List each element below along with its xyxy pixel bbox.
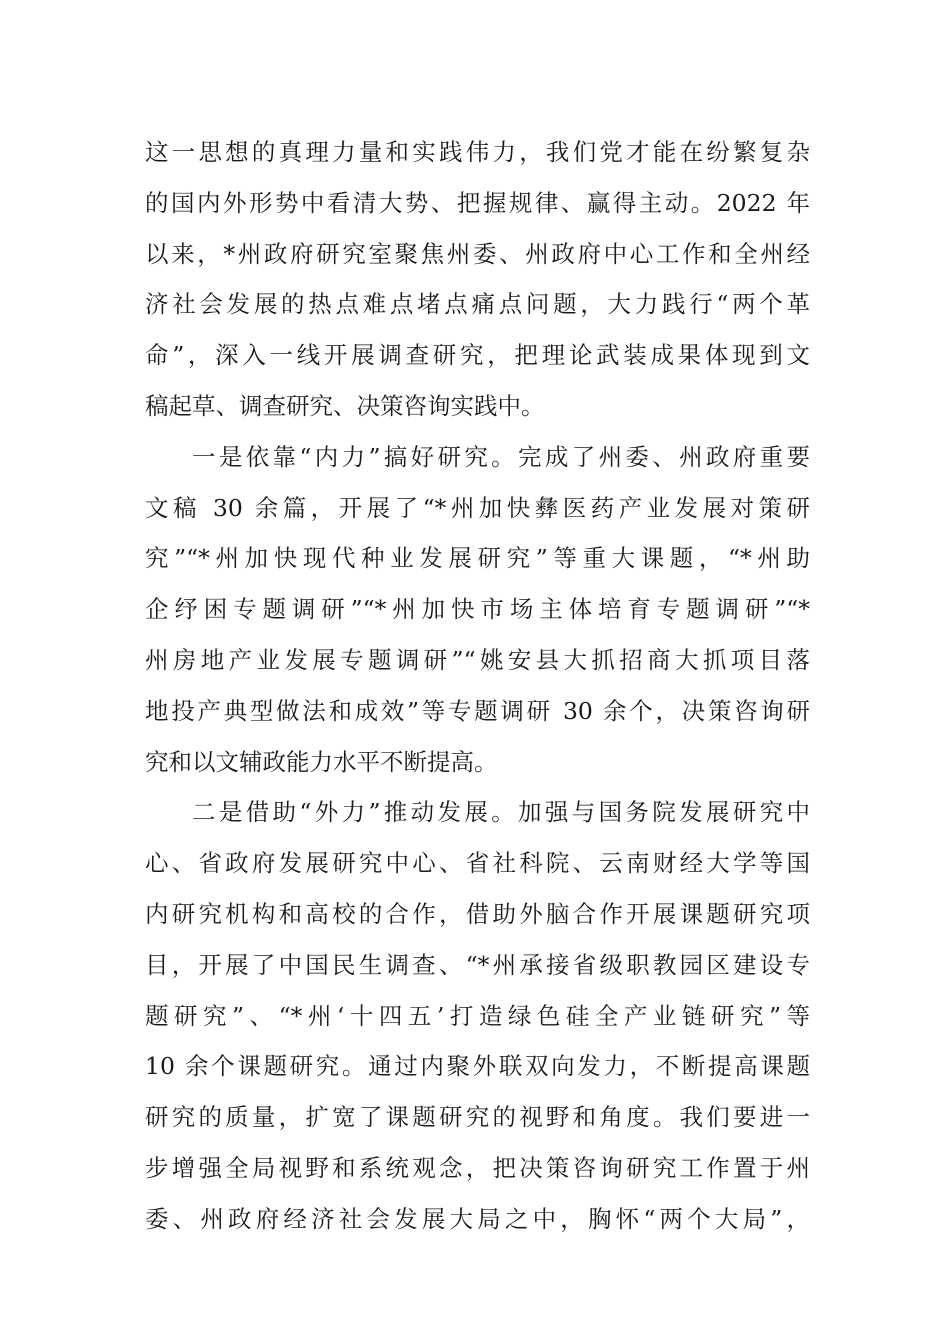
paragraph-3 bbox=[145, 787, 810, 1244]
text-line: 企纾困专题调研”“*州加快市场主体培育专题调研”“* bbox=[145, 595, 810, 624]
text-line: 究”“*州加快现代种业发展研究”等重大课题，“*州助 bbox=[145, 544, 810, 573]
text-line: 二是借助“外力”推动发展。加强与国务院发展研究中 bbox=[192, 798, 810, 827]
paragraph-2 bbox=[145, 432, 810, 788]
text-line: 命”，深入一线开展调查研究，把理论武装成果体现到文 bbox=[145, 341, 810, 370]
text-line: 州房地产业发展专题调研”“姚安县大抓招商大抓项目落 bbox=[145, 645, 810, 674]
text-line: 心、省政府发展研究中心、省社科院、云南财经大学等国 bbox=[145, 849, 810, 878]
text-line: 的国内外形势中看清大势、把握规律、赢得主动。2022 年 bbox=[145, 188, 810, 217]
text-line: 这一思想的真理力量和实践伟力，我们党才能在纷繁复杂 bbox=[145, 138, 810, 166]
text-line: 10 余个课题研究。通过内聚外联双向发力，不断提高课题 bbox=[145, 1052, 810, 1081]
body-text bbox=[145, 127, 810, 1245]
text-line: 地投产典型做法和成效”等专题调研 30 余个，决策咨询研 bbox=[145, 696, 810, 725]
text-line: 文稿 30 余篇，开展了“*州加快彝医药产业发展对策研 bbox=[145, 493, 810, 522]
text-line: 目，开展了中国民生调查、“*州承接省级职教园区建设专 bbox=[145, 950, 810, 979]
text-line: 济社会发展的热点难点堵点痛点问题，大力践行“两个革 bbox=[145, 290, 810, 319]
text-line: 究和以文辅政能力水平不断提高。 bbox=[145, 747, 498, 776]
text-line: 稿起草、调查研究、决策咨询实践中。 bbox=[145, 391, 545, 420]
text-line: 题研究”、“*州‘十四五’打造绿色硅全产业链研究”等 bbox=[145, 1001, 810, 1030]
paragraph-1 bbox=[145, 127, 810, 432]
text-line: 内研究机构和高校的合作，借助外脑合作开展课题研究项 bbox=[145, 899, 810, 928]
text-line: 步增强全局视野和系统观念，把决策咨询研究工作置于州 bbox=[145, 1153, 810, 1182]
text-line: 委、州政府经济社会发展大局之中，胸怀“两个大局”， bbox=[145, 1204, 810, 1233]
text-line: 以来，*州政府研究室聚焦州委、州政府中心工作和全州经 bbox=[145, 239, 810, 268]
text-line: 研究的质量，扩宽了课题研究的视野和角度。我们要进一 bbox=[145, 1103, 810, 1132]
text-line: 一是依靠“内力”搞好研究。完成了州委、州政府重要 bbox=[192, 442, 810, 471]
